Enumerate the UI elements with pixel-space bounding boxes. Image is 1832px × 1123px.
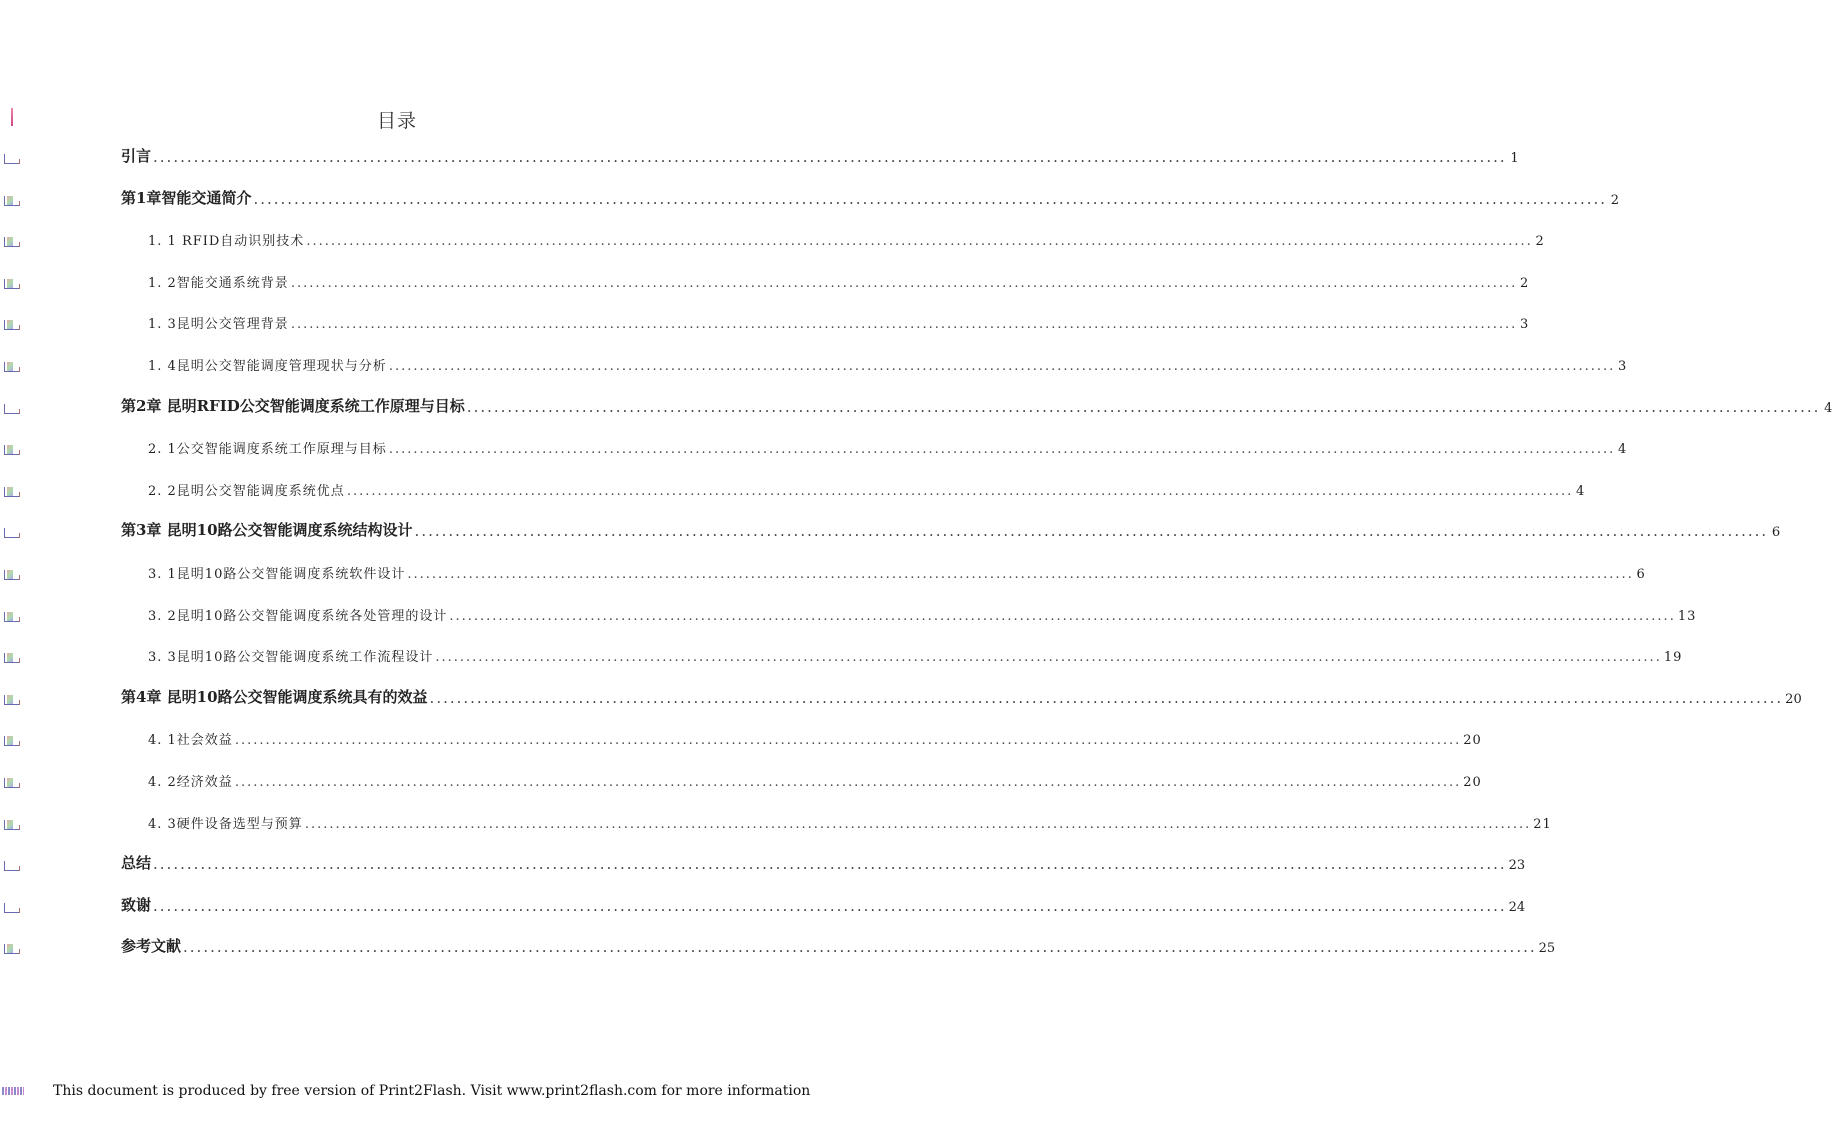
toc-leader-dots: ........................................................................................................................................................................................................: [306, 234, 1533, 250]
toc-entry[interactable]: [0, 265, 1530, 291]
toc-leader-dots: ........................................................................................................................................................................................................: [153, 896, 1507, 915]
toc-page-number: 24: [1508, 899, 1526, 915]
toc-page-number: 21: [1533, 816, 1552, 832]
toc-entry[interactable]: [0, 473, 1586, 499]
toc-entry-line: [148, 722, 1482, 749]
toc-entry-line: [121, 681, 1802, 707]
toc-entry-line: [148, 556, 1646, 582]
toc-leader-dots: ........................................................................................................................................................................................................: [253, 189, 1608, 208]
bookmark-marker-icon: [4, 899, 22, 913]
toc-leader-dots: ........................................................................................................................................................................................................: [466, 397, 1821, 416]
toc-entry-label: 致谢: [121, 895, 152, 914]
toc-entry-label: 1. 1 RFID自动识别技术: [148, 234, 305, 250]
toc-leader-dots: ........................................................................................................................................................................................................: [234, 775, 1462, 790]
toc-page-number: 20: [1463, 775, 1482, 790]
toc-page-number: 3: [1520, 317, 1530, 333]
bookmark-marker-icon: [4, 441, 22, 455]
bookmark-marker-icon: [4, 732, 22, 746]
toc-entry-line: [148, 598, 1697, 624]
toc-page-number: 25: [1538, 941, 1556, 957]
toc-entry[interactable]: [0, 722, 1482, 749]
toc-entry-label: 总结: [121, 854, 152, 873]
toc-leader-dots: ........................................................................................................................................................................................................: [388, 359, 1616, 374]
toc-leader-dots: ........................................................................................................................................................................................................: [234, 733, 1462, 749]
toc-entry-label: 4. 1社会效益: [148, 733, 233, 749]
toc-page-number: 4: [1618, 442, 1628, 458]
toc-entry-line: [121, 390, 1832, 416]
toc-leader-dots: ........................................................................................................................................................................................................: [153, 855, 1507, 874]
bookmark-marker-icon: [4, 649, 22, 663]
toc-entry-line: [148, 223, 1545, 250]
toc-entry[interactable]: [0, 431, 1628, 458]
footer-text[interactable]: This document is produced by free version of Print2Flash. Visit www.print2flash.com for more information: [53, 1083, 811, 1099]
toc-entry[interactable]: [0, 223, 1545, 250]
toc-entry-label: 3. 3昆明10路公交智能调度系统工作流程设计: [148, 650, 434, 666]
toc-entry[interactable]: [0, 140, 1519, 166]
toc-entry[interactable]: [0, 930, 1556, 957]
toc-leader-dots: ........................................................................................................................................................................................................: [388, 442, 1616, 458]
toc-entry-label: 1. 2智能交通系统背景: [148, 275, 289, 291]
bookmark-marker-icon: [4, 275, 22, 289]
bookmark-marker-icon: [4, 483, 22, 497]
toc-entry[interactable]: [0, 889, 1526, 915]
toc-entry[interactable]: [0, 598, 1697, 624]
page-title: 目录: [376, 110, 417, 132]
toc-leader-dots: ........................................................................................................................................................................................................: [290, 275, 1518, 291]
toc-page-number: 6: [1771, 525, 1781, 541]
toc-page-number: 23: [1508, 858, 1526, 874]
toc-entry[interactable]: [0, 306, 1530, 333]
toc-entry-line: [148, 806, 1552, 832]
toc-page-number: 6: [1636, 567, 1646, 582]
toc-leader-dots: ........................................................................................................................................................................................................: [435, 650, 1662, 666]
toc-entry[interactable]: [0, 681, 1802, 707]
bookmark-marker-icon: [4, 358, 22, 372]
bookmark-marker-icon: [4, 316, 22, 330]
toc-entry-line: [148, 473, 1586, 499]
bookmark-marker-icon: [4, 150, 22, 164]
toc-leader-dots: ........................................................................................................................................................................................................: [414, 522, 1769, 541]
bookmark-marker-icon: [4, 940, 22, 954]
toc-entry-line: [148, 348, 1628, 374]
toc-entry-line: [121, 140, 1519, 166]
toc-entry[interactable]: [0, 847, 1526, 874]
toc-leader-dots: ........................................................................................................................................................................................................: [449, 608, 1676, 624]
toc-entry-label: 第4章 昆明10路公交智能调度系统具有的效益: [121, 687, 428, 706]
bookmark-marker-icon: [4, 608, 22, 622]
toc-entry[interactable]: [0, 556, 1646, 582]
toc-entry[interactable]: [0, 764, 1482, 790]
bookmark-marker-icon: [4, 566, 22, 580]
bookmark-marker-icon: [4, 816, 22, 830]
toc-entry-label: 第3章 昆明10路公交智能调度系统结构设计: [121, 521, 413, 540]
toc-entry-label: 引言: [121, 147, 152, 165]
toc-page-number: 20: [1463, 733, 1482, 749]
toc-page-number: 2: [1610, 192, 1620, 208]
toc-entry-label: 2. 1公交智能调度系统工作原理与目标: [148, 442, 387, 458]
toc-leader-dots: ........................................................................................................................................................................................................: [407, 567, 1634, 582]
toc-leader-dots: ........................................................................................................................................................................................................: [290, 317, 1518, 333]
toc-page-number: 13: [1677, 608, 1697, 624]
toc-page-number: 2: [1520, 275, 1530, 291]
toc-entry[interactable]: [0, 390, 1832, 416]
toc-entry-label: 参考文献: [121, 937, 182, 956]
toc-entry-line: [121, 930, 1556, 957]
toc-page-number: 2: [1535, 234, 1545, 250]
toc-page-number: 3: [1618, 359, 1628, 374]
footer: [0, 1081, 811, 1101]
bookmark-marker-icon: [4, 524, 22, 538]
bookmark-marker-icon: [4, 691, 22, 705]
toc-leader-dots: ........................................................................................................................................................................................................: [346, 483, 1574, 499]
toc-leader-dots: ........................................................................................................................................................................................................: [429, 688, 1784, 707]
bookmark-marker-icon: [4, 774, 22, 788]
toc-entry-label: 3. 2昆明10路公交智能调度系统各处管理的设计: [148, 608, 448, 624]
toc-entry[interactable]: [0, 514, 1781, 541]
toc-page-number: 1: [1510, 151, 1519, 166]
toc-entry[interactable]: [0, 182, 1620, 208]
toc-entry-label: 3. 1昆明10路公交智能调度系统软件设计: [148, 567, 406, 582]
toc-entry-line: [148, 265, 1530, 291]
toc-entry[interactable]: [0, 639, 1683, 666]
toc-entry-line: [121, 847, 1526, 874]
toc-entry-line: [121, 182, 1620, 208]
bookmark-marker-icon: [4, 857, 22, 871]
toc-entry-label: 4. 3硬件设备选型与预算: [148, 816, 303, 832]
toc-page-number: 4: [1824, 400, 1832, 416]
toc-leader-dots: ........................................................................................................................................................................................................: [153, 148, 1507, 166]
toc-page-number: 19: [1663, 650, 1683, 666]
toc-entry-line: [121, 889, 1526, 915]
toc-entry-label: 2. 2昆明公交智能调度系统优点: [148, 483, 345, 499]
toc-page-number: 4: [1576, 483, 1586, 499]
toc-entry-line: [148, 306, 1530, 333]
toc-entry[interactable]: [0, 806, 1552, 832]
toc-entry-line: [148, 764, 1482, 790]
toc-entry[interactable]: [0, 348, 1628, 374]
bookmark-marker-icon: [4, 400, 22, 414]
bookmark-marker-icon: [4, 233, 22, 247]
toc-entry-line: [148, 431, 1628, 458]
toc-leader-dots: ........................................................................................................................................................................................................: [183, 938, 1537, 957]
toc-entry-label: 第2章 昆明RFID公交智能调度系统工作原理与目标: [121, 396, 465, 415]
toc-entry-label: 1. 3昆明公交管理背景: [148, 317, 289, 333]
toc-entry-label: 1. 4昆明公交智能调度管理现状与分析: [148, 359, 387, 374]
toc-page-number: 20: [1785, 691, 1802, 707]
toc-entry-line: [121, 514, 1781, 541]
toc-entry-label: 第1章智能交通简介: [121, 188, 252, 207]
print2flash-logo-icon: [2, 1087, 24, 1095]
toc-entry-line: [148, 639, 1683, 666]
toc-leader-dots: ........................................................................................................................................................................................................: [304, 816, 1532, 832]
toc-entry-label: 4. 2经济效益: [148, 775, 233, 790]
bookmark-marker-icon: [4, 192, 22, 206]
